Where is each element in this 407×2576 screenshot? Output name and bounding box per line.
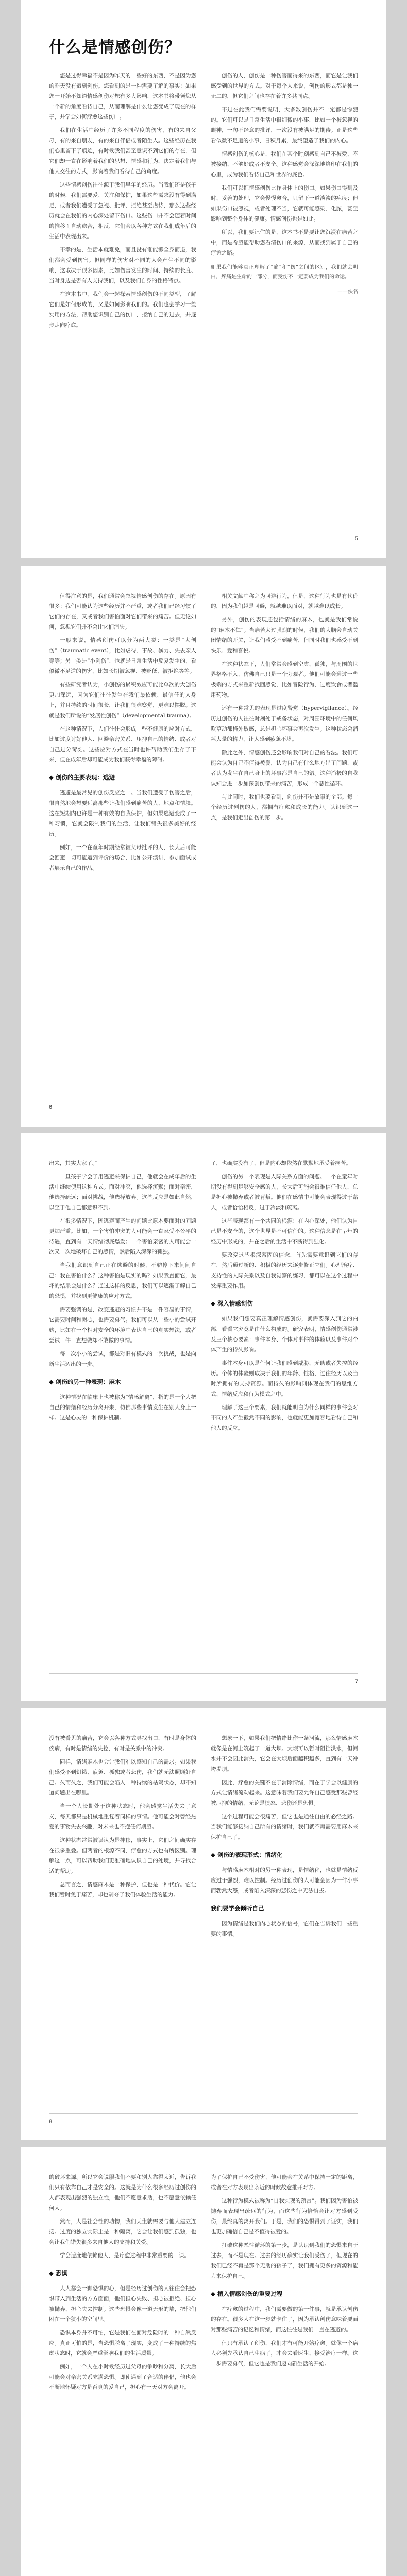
paragraph: 在很多情况下，因逃避而产生的问题比原本要面对的问题更加严重。比如，一个害怕冲突的人可能会一直忍受不公平的待遇，直到有一天情绪彻底爆发；一个害怕亲密的人可能会一次又一次地破坏自己的感情，然后陷入深深的孤独。 — [49, 1218, 196, 1255]
page-title: 什么是情感创伤？ — [49, 38, 181, 57]
paragraph: 事件本身可以是任何让我们感到威胁、无助或者失控的经历。个体的体验则取决于我们的年龄、性格、过往经历以及当时所拥有的支持资源。而持久的影响则体现在我们的思维方式、情绪反应和行为模式之中。 — [211, 1360, 358, 1397]
text-column-right — [211, 1733, 358, 1942]
text-column-right — [211, 1158, 358, 1436]
paragraph: 因此，疗愈的关键不在于消除情绪，而在于学会以健康的方式让情绪流动起来。这意味着我们要允许自己感受那些曾经被压抑的情绪，无论是愤怒、悲伤还是恐惧。 — [211, 1780, 358, 1806]
paragraph: 理解了这三个要素，我们就能明白为什么同样的事件会对不同的人产生截然不同的影响，也就能更加宽容地看待自己和他人的反应。 — [211, 1404, 358, 1431]
paragraph: 情感创伤的核心是，我们在某个时刻感到自己不被爱、不被接纳、不够好或者不安全。这种感觉会深深地烙印在我们的心里，成为我们看待自己和世界的底色。 — [211, 151, 358, 178]
paragraph: 需要强调的是，改变逃避的习惯并不是一件容易的事情，它需要时间和耐心，也需要勇气。我们可以从一些小的尝试开始，比如在一个相对安全的环境中表达自己的真实想法，或者尝试一件一直想做却不敢做的事情。 — [49, 1307, 196, 1344]
paragraph: 我们在生活中经历了许多不同程度的伤害，有的来自父母，有的来自朋友，有的来自伴侣或者陌生人。这些经历在我们心里留下了痕迹，有时候我们甚至意识不到它们的存在，但它们却一直在影响着我们的思想、情感和行为，决定着我们与他人交往的方式，影响着我们看待自己的角度。 — [49, 127, 196, 175]
text-columns — [49, 2172, 358, 2396]
text-column-left — [49, 2172, 196, 2396]
paragraph: 这些情感创伤往往源于我们早年的经历。当我们还是孩子的时候，我们需要爱、关注和保护，如果这些需求没有得到满足，或者我们遭受了忽视、批评、拒绝甚至虐待，那么这些经历就会在我们的内心深处留下伤口。这些伤口并不会随着时间的推移而自动愈合，相反，它们会以各种方式在我们成年后的生活中表现出来。 — [49, 182, 196, 240]
paragraph: 这种情况在临床上也被称为“情感解离”，指的是一个人把自己的情绪和经历分离开来，仿佛那些事情发生在别人身上一样。这是心灵的一种保护机制。 — [49, 1394, 196, 1421]
paragraph: 人人都会一颗恐惧的心，但是经历过创伤的人往往会把恐惧带入到生活的方方面面，他们担心失败、担心被拒绝、担心被抛弃、担心失去控制。这些恐惧会像一道无形的墙，把他们困在一个狭小的空间里。 — [49, 2285, 196, 2323]
paragraph: 在这本书中，我们会一起探索情感创伤的不同类型，了解它们是如何形成的，又是如何影响我们的。我们也会学习一些实用的方法，帮助您识别自己的伤口，接纳自己的过去，并逐步走向疗愈。 — [49, 291, 196, 328]
paragraph: 学会适度地依赖他人，是疗愈过程中非常重要的一课。 — [60, 2252, 190, 2259]
text-column-right — [211, 71, 358, 333]
paragraph: 一旦孩子学会了用逃避来保护自己，他就会在成年后的生活中继续使用这种方式。面对冲突，他选择沉默；面对亲密，他选择疏远；面对挑战，他选择放弃。这些反应是如此自然，以至于他自己都意识不到。 — [49, 1174, 196, 1211]
paragraph: 但只有承认了创伤，我们才有可能开始疗愈。就像一个病人必须先承认自己生病了，才会去看医生、接受治疗一样。这一步需要勇气，但它也是我们迈向新生活的开始。 — [211, 2340, 358, 2367]
section-heading: ◆ 创伤的主要表现：逃避 — [49, 774, 115, 781]
paragraph: 在疗愈的过程中，我们需要做的第一件事，就是承认创伤的存在。很多人在这一步就卡住了，因为承认创伤意味着要面对那些痛苦的记忆和情绪，而这往往是我们一直在逃避的。 — [211, 2306, 358, 2333]
paragraph: 与情感麻木相对的另一种表现，是情绪化，也就是情绪反应过于强烈，难以控制。经历过创伤的人可能会因为一件小事而勃然大怒，或者陷入深深的悲伤之中无法自拔。 — [211, 1867, 358, 1894]
paragraph: 总而言之，情感麻木是一种保护，但也是一种代价。它让我们暂时免于痛苦，却也剥夺了我们体验生活的能力。 — [49, 1882, 196, 1898]
paragraph: 逃避是最常见的创伤反应之一。当我们遭受了伤害之后，很自然地会想要远离那些让我们感到痛苦的人、地点和情境。这在短期内也许是一种有效的自我保护，但如果逃避变成了一种习惯，它就会限制我们的生活，让我们错失很多美好的经历。 — [49, 790, 196, 837]
paragraph: 值得注意的是，我们通常会忽视情感创伤的存在。原因有很多：我们可能认为这些经历并不严重，或者我们已经习惯了它们的存在，又或者我们害怕面对它们带来的痛苦。但无论如何，忽视它们并不会让它们消失。 — [49, 593, 196, 630]
paragraph: 例如，一个在童年时期经常被父母批评的人，长大后可能会回避一切可能遭到评价的场合，比如公开演讲、参加面试或者展示自己的作品。 — [49, 844, 196, 871]
subsection-heading: 我们要学会倾听自己 — [211, 1905, 264, 1912]
paragraph: 了，也确实没有了，但是内心却依然在默默地承受着痛苦。 — [211, 1160, 351, 1166]
paragraph: 还有一种常见的表现是过度警觉（hypervigilance）。经历过创伤的人往往时刻处于戒备状态，对周围环境中的任何风吹草动都格外敏感，总是担心坏事会再次发生。这种状态会消耗大量的精力，让人感到疲惫不堪。 — [211, 705, 358, 742]
section-heading: ◆ 创伤的另一种表现：麻木 — [49, 1378, 121, 1385]
paragraph: 出来，其实大家了。” — [49, 1160, 98, 1166]
paragraph: 的破坏来源。所以它会说服我们不要和别人靠得太近，告诉我们只有依靠自己才是安全的。这就是为什么很多经历过创伤的人都表现出强烈的独立性，他们不愿意求助，也不愿意依赖任何人。 — [49, 2174, 196, 2211]
book-page-5 — [21, 0, 386, 558]
paragraph: 除此之外，情感创伤还会影响我们对自己的看法。我们可能会认为自己不值得被爱，认为自己有什么地方出了问题，或者认为发生在自己身上的坏事都是自己的错。这种消极的自我认知会进一步加深创伤带来的痛苦，形成一个恶性循环。 — [211, 750, 358, 787]
paragraph: 要改变这些根深蒂固的信念，首先需要意识到它们的存在，然后通过新的、积极的经历来逐步修正它们。心理治疗、支持性的人际关系以及自我觉察的练习，都可以在这个过程中发挥重要作用。 — [211, 1252, 358, 1289]
text-columns — [49, 1733, 358, 1942]
book-page-8 — [21, 1708, 386, 2140]
paragraph: 不过在此我们需要说明，大多数创伤并不一定都是惨烈的。它们可以是日常生活中很细微的小事，比如一个被忽视的眼神，一句不经意的批评，一次没有被满足的期待。正是这些看似微不足道的小事，日积月累，最终塑造了我们的内心。 — [211, 107, 358, 144]
paragraph: 每一次小小的尝试，都是对旧有模式的一次挑战，也是向新生活迈出的一步。 — [49, 1351, 196, 1367]
paragraph: 同样，情绪麻木也会让我们难以感知自己的需求。如果我们感受不到饥饿、疲惫、孤独或者悲伤，我们就无法照顾好自己。久而久之，我们可能会陷入一种持续的枯竭状态，却不知道问题出在哪里。 — [49, 1759, 196, 1796]
paragraph: 没有被看见的痛苦，它会以各种方式寻找出口，有时是身体的疾病，有时是情绪的失控，有时是关系中的冲突。 — [49, 1735, 196, 1752]
paragraph: 我们可以把情感创伤比作身体上的伤口。如果伤口得到及时、妥善的处理，它会慢慢愈合，只留下一道淡淡的疤痕；但如果伤口被忽视，或者处理不当，它就可能感染、化脓，甚至影响到整个身体的健康。情感创伤也是如此。 — [211, 185, 358, 222]
paragraph: 恐惧本身并不可怕，它是我们在面对危险时的一种自然反应。真正可怕的是，当恐惧脱离了现实，变成了一种持续的焦虑状态时，它就会严重影响我们的生活质量。 — [49, 2330, 196, 2357]
paragraph: 例如，一个人在小时候经历过父母的争吵和分离，长大后可能会对亲密关系充满恐惧。即使遇到了合适的伴侣，他也会不断地怀疑对方是否真的爱自己，担心有一天对方会离开。 — [49, 2364, 196, 2391]
paragraph: 这种行为模式被称为“自我实现的预言”。我们因为害怕被抛弃而表现出疏远的行为，而这些行为恰恰会让对方感到受伤，最终真的离开我们。于是，我们的恐惧得到了证实，我们也更加确信自己是不值得被爱的。 — [211, 2198, 358, 2235]
page-footer-rule — [49, 1673, 358, 1674]
page-footer-rule — [49, 2113, 358, 2114]
text-column-right — [211, 591, 358, 876]
book-page-7 — [21, 1133, 386, 1701]
text-columns — [49, 591, 358, 876]
paragraph: 因为情绪是我们内心状态的信号，它们在告诉我们一些重要的事情。 — [211, 1921, 358, 1937]
epigraph-citation: ——佚名 — [337, 289, 358, 295]
paragraph: 创伤的人，创伤是一种伤害而得来的东西，而它是让我们感受到的世界的方式。对于每个人来说，创伤的形式都是独一无二的，但它们之间也存在着许多共同点。 — [211, 73, 358, 99]
paragraph: 这种状态常常被误认为是抑郁，事实上，它们之间确实存在很多重叠。但两者的根源不同，疗愈的方式也有所区别。理解这一点，可以帮助我们更准确地认识自己的处境，并寻找合适的帮助。 — [49, 1837, 196, 1874]
paragraph: 为了保护自己不受伤害，他可能会在关系中保持一定的距离，或者在对方表现出亲近的时候故意推开对方。 — [211, 2174, 358, 2191]
page-number: 6 — [49, 1104, 53, 1110]
text-column-left — [49, 591, 196, 876]
paragraph: 如果我们想要真正理解情感创伤，就需要深入到它的内部，看看它究竟是由什么构成的。研究表明，情感创伤通常涉及三个核心要素：事件本身、个体对事件的体验以及事件对个体产生的持久影响。 — [211, 1316, 358, 1353]
paragraph: 这个过程可能会很痛苦，但它也是通往自由的必经之路。当我们能够接纳自己所有的情绪时，我们就不再需要用麻木来保护自己了。 — [211, 1814, 358, 1840]
text-column-left — [49, 71, 196, 333]
text-columns — [49, 1158, 358, 1436]
paragraph: 打破这种恶性循环的第一步，是认识到我们的恐惧来自于过去，而不是现在。过去的经历确实让我们受伤了，但现在的我们已经不再是那个无助的孩子了，我们拥有更多的资源和能力来保护自己。 — [211, 2242, 358, 2279]
paragraph: 您是过得幸福不是因为昨天的一些好的东西，不是因为您的昨天没有遭到创伤。您看到的是一种需要了解的事实：如果您一开始不知道情感创伤对您有多大影响，这本书将带领您从一个新的角度看待自己，从而理解是什么让您变成了现在的样子，并学会如何疗愈这些伤口。 — [49, 73, 196, 120]
page-number: 5 — [354, 536, 358, 542]
book-page-9 — [21, 2147, 386, 2576]
paragraph: 然而，人是社会性的动物，我们天生就需要与他人建立连接。过度的独立实际上是一种隔离，它会让我们感到孤独，也会让我们错失很多来自他人的支持和关爱。 — [49, 2218, 196, 2245]
section-heading: ◆ 植入情感创伤的重要过程 — [211, 2290, 283, 2297]
paragraph: 所以，我们要记住的是，这本书不是要让您沉浸在痛苦之中，而是希望能帮助您看清伤口的来源，从而找到属于自己的疗愈之路。 — [211, 229, 358, 256]
paragraph: 与此同时，我们也要看到，创伤并不是故事的全部。每一个经历过创伤的人，都拥有疗愈和成长的能力。认识到这一点，是我们走出创伤的第一步。 — [211, 794, 358, 821]
text-columns — [49, 71, 358, 333]
text-column-left — [49, 1733, 196, 1942]
paragraph: 创伤的另一个表现是人际关系方面的问题。一个在童年时期没有得到足够安全感的人，长大后可能会很难信任他人，总是担心被抛弃或者被背叛。他们在感情中可能会表现得过于黏人，或者恰恰相反，过于冷淡和疏离。 — [211, 1174, 358, 1211]
book-page-6 — [21, 566, 386, 1127]
paragraph: 相关文献中称之为回避行为，但是，这种行为也是有代价的，因为我们越是回避，就越难以面对，就越难以成长。 — [211, 593, 358, 609]
section-heading: ◆ 恐惧 — [49, 2269, 67, 2277]
epigraph-quote: 如果我们能够真正理解了“痛”和“伤”之间的区别，我们就会明白，疼痛是生命的一部分，而受伤不一定要成为我们的命运。 — [211, 265, 358, 280]
paragraph: 一般来说，情感创伤可以分为两大类：一类是“大创伤”（traumatic event），比如虐待、事故、暴力、失去亲人等等；另一类是“小创伤”，也就是日常生活中反复发生的、看似微不足道的伤害，比如长期被忽视、被贬低、被拒绝等等。 — [49, 637, 196, 674]
paragraph: 另外，创伤的表现还包括情绪的麻木，也就是我们常说的“麻木不仁”。当痛苦太过强烈的时候，我们的大脑会自动关闭情绪的开关，让我们感受不到痛苦，但同时我们也感受不到快乐、爱和喜悦。 — [211, 617, 358, 654]
page-number: 8 — [49, 2119, 53, 2125]
paragraph: 这些表现都有一个共同的根源：在内心深处，他们认为自己是不安全的，这个世界是不可信任的。这种信念是在早年的经历中形成的，并在之后的生活中不断得到强化。 — [211, 1218, 358, 1245]
paragraph: 在这种状态下，人们常常会感到空虚、孤独，与周围的世界格格不入，仿佛自己只是一个旁观者。他们可能会通过一些极端的方式来重新找回感觉，比如冒险行为、过度饮食或者滥用药物。 — [211, 661, 358, 698]
page-number: 7 — [354, 1679, 358, 1685]
paragraph: 不幸的是，生活本就难免，而且没有谁能够全身而退，我们都会受到伤害。但同样的伤害对不同的人会产生不同的影响，这取决于很多因素，比如伤害发生的时间、持续的长度、当时身边是否有人支持我们，以及我们自身的性格特点。 — [49, 247, 196, 284]
section-heading: ◆ 创伤的表现形式：情绪化 — [211, 1851, 283, 1858]
paragraph: 当我们意识到自己正在逃避的时候，不妨停下来问问自己：我在害怕什么？这种害怕是现实的吗？如果我直面它，最坏的结果会是什么？通过这样的反思，我们可以逐渐了解自己的恐惧，并找到更健康的应对方式。 — [49, 1262, 196, 1299]
paragraph: 当一个人长期处于这种状态时，他会感觉生活失去了意义，每天都只是机械地重复着同样的事情。他可能会对曾经热爱的事物失去兴趣，对未来也不抱任何期望。 — [49, 1803, 196, 1830]
paragraph: 有些研究者认为，小创伤的累积效应可能比单次的大创伤更加深远，因为它们往往发生在我们最依赖、最信任的人身上，并且持续的时间很长，让我们很难察觉，更难以摆脱。这就是我们所说的“发展性创伤”（developmental trauma）。 — [49, 682, 196, 719]
paragraph: 在这种情况下，人们往往会形成一些不健康的应对方式，比如过度讨好他人、回避亲密关系、压抑自己的情绪、或者对自己过分苛刻。这些应对方式在当时也许帮助我们生存了下来，但在成年后却可能成为我们获得幸福的障碍。 — [49, 726, 196, 763]
text-column-left — [49, 1158, 196, 1436]
section-heading: ◆ 深入情感创伤 — [211, 1300, 253, 1307]
paragraph: 想象一下，如果我们把情绪比作一条河流，那么情感麻木就像是在河上筑起了一道大坝。大坝可以暂时阻挡洪水，但河水并不会因此消失，它会在大坝后面越积越多，直到有一天冲垮堤坝。 — [211, 1735, 358, 1772]
text-column-right — [211, 2172, 358, 2396]
